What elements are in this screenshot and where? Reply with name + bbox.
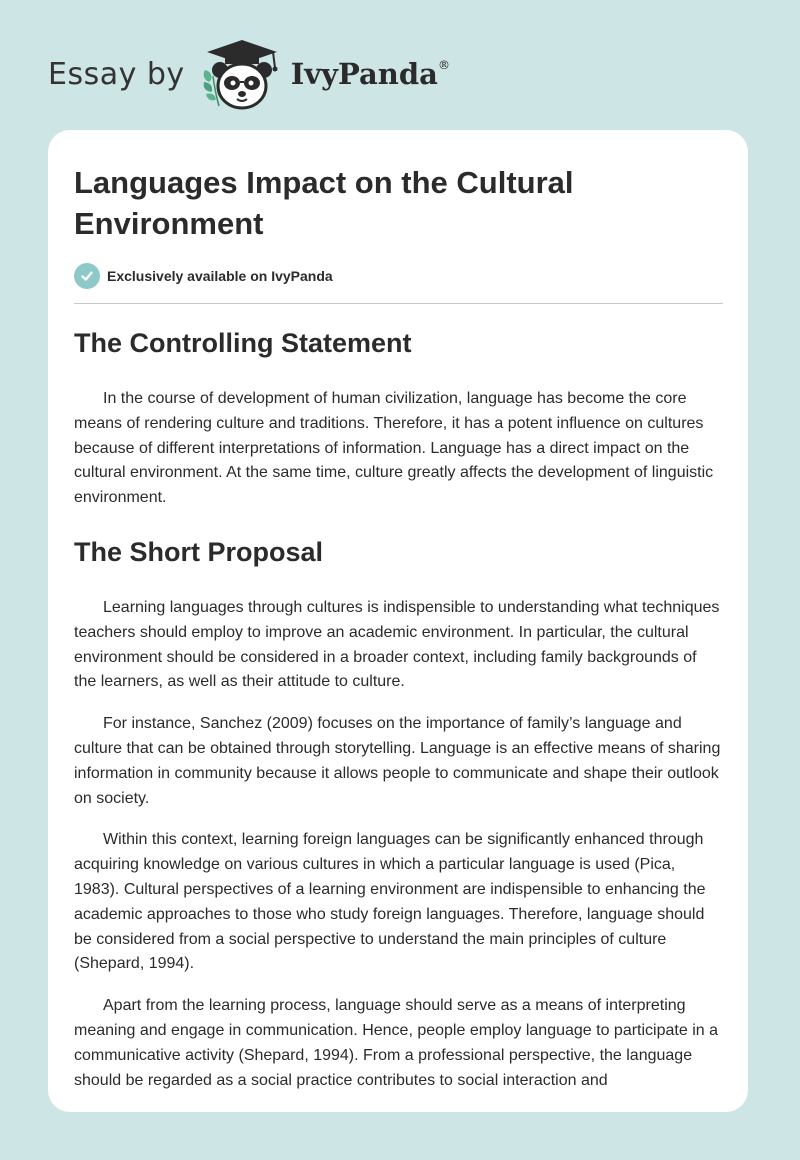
paragraph: Within this context, learning foreign languages can be significantly enhanced through acquiring knowledge on various cultures in which a particular language is used (Pica, 1983). Cultural perspectives of a learning environment are indispensible to enhancing the academic approaches to those who study foreign languages. Therefore, language should be considered from a social perspective to understand the main principles of culture (Shepard, 1994). — [74, 831, 706, 973]
check-circle-icon — [74, 263, 100, 289]
essay-title: Languages Impact on the Cultural Environment — [74, 165, 574, 241]
essay-card — [48, 130, 748, 1112]
brand-name[interactable] — [291, 57, 450, 91]
paragraph: In the course of development of human civilization, language has become the core means of rendering culture and traditions. Therefore, it has a potent influence on cultures because of different interpretations of information. Language has a direct impact on the cultural environment. At the same time, culture greatly affects the development of linguistic environment. — [74, 390, 714, 507]
title-divider — [74, 303, 723, 304]
paragraph: Learning languages through cultures is indispensible to understanding what techniques teachers should employ to improve an academic environment. In particular, the cultural environment should be considered in a broader context, including family backgrounds of the learners, as well as their attitude to culture. — [74, 598, 720, 691]
paragraph: Apart from the learning process, language should serve as a means of interpreting meaning and engage in communication. Hence, people employ language to participate in a communicative activity (Shepard, 1994). From a professional perspective, the language should be regarded as a social practice contributes to social interaction and — [74, 997, 718, 1089]
exclusive-label: Exclusively available on IvyPanda — [107, 268, 333, 284]
section-heading-controlling-statement: The Controlling Statement — [74, 328, 412, 358]
site-header — [48, 34, 450, 114]
section-heading-short-proposal: The Short Proposal — [74, 536, 324, 567]
panda-graduate-icon[interactable] — [199, 36, 285, 112]
brand-text: IvyPanda — [290, 57, 438, 91]
exclusive-badge — [74, 263, 333, 289]
essay-content — [74, 326, 723, 1093]
registered-mark: ® — [437, 58, 450, 73]
essay-by-label: Essay by — [48, 56, 185, 92]
paragraph: For instance, Sanchez (2009) focuses on the importance of family’s language and culture that can be obtained through storytelling. Language is an effective means of sharing information in community because it allows people to communicate and shape their outlook on society. — [74, 715, 721, 807]
